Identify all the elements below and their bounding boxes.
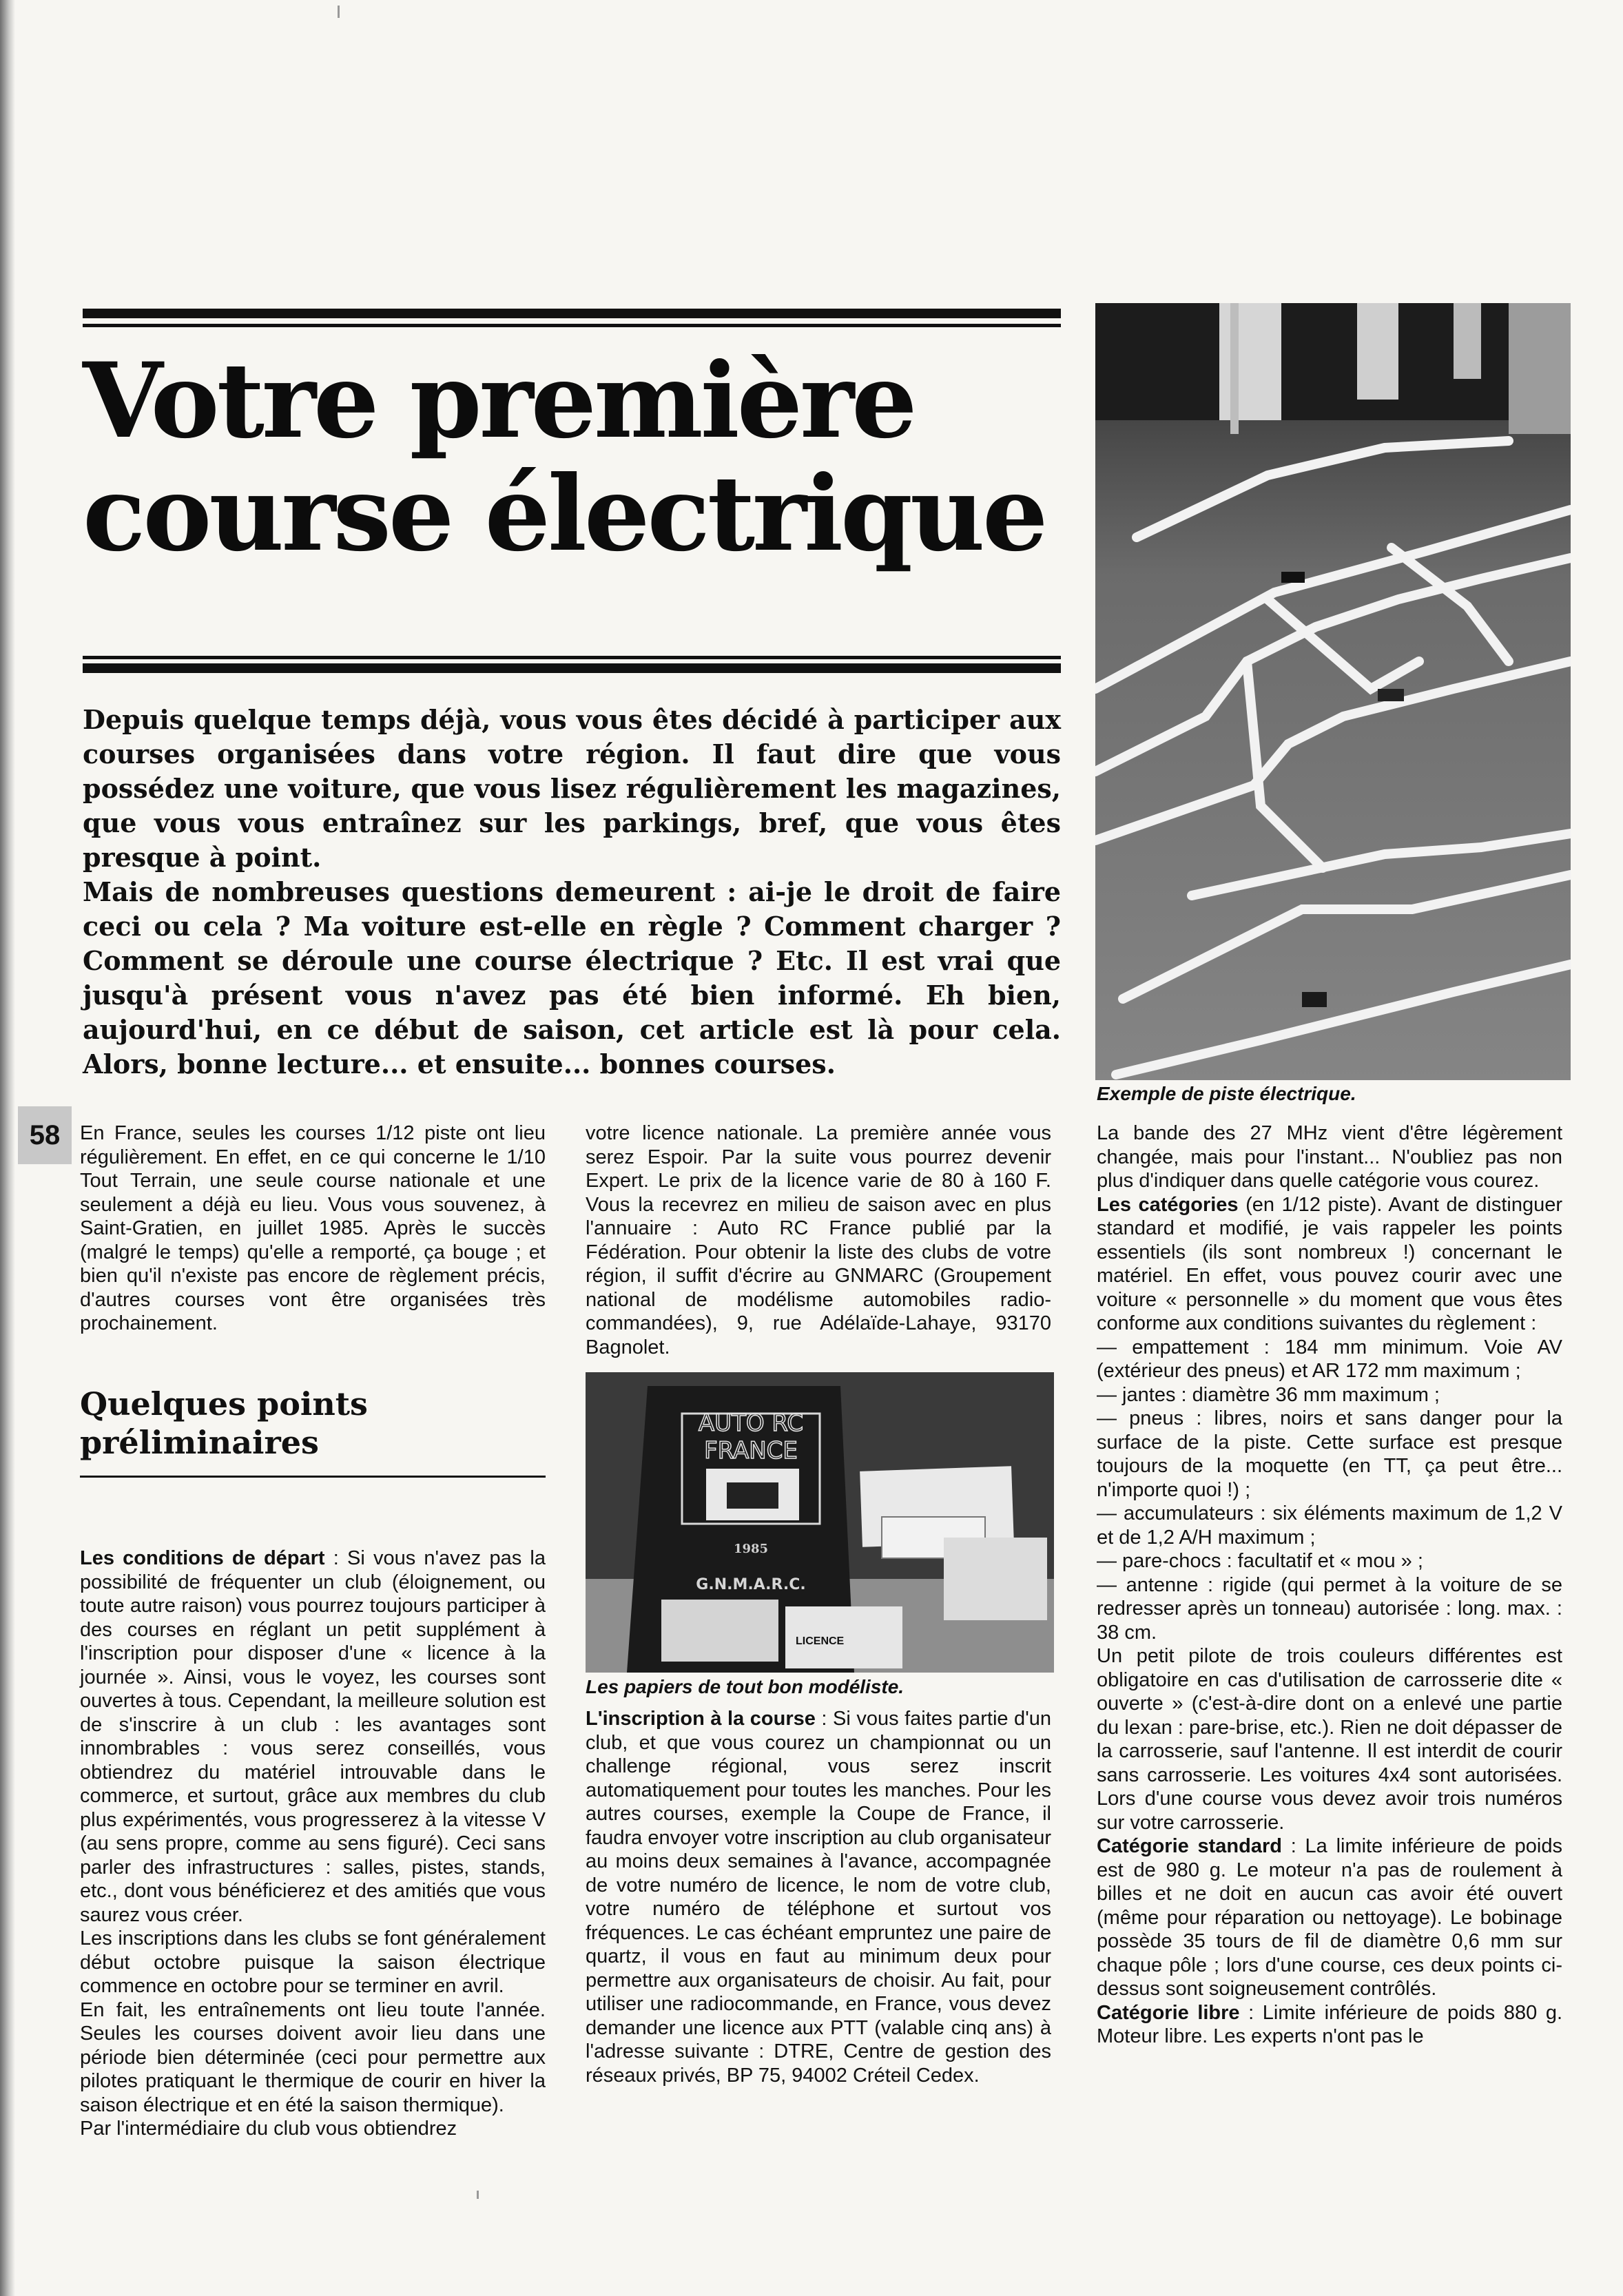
body-paragraph — [80, 1547, 546, 1927]
paragraph-lead: Les catégories — [1097, 1193, 1239, 1216]
paragraph-lead: Les conditions de départ — [80, 1547, 325, 1569]
article-title — [83, 340, 1061, 575]
licence-card-label: LICENCE — [796, 1635, 845, 1647]
paragraph-text: : Limite inférieure de poids 880 g. Moteur libre. Les experts n'ont pas le — [1097, 2001, 1563, 2047]
list-item: — pare-chocs : facultatif et « mou » ; — [1097, 1550, 1423, 1572]
scan-mark — [338, 6, 340, 18]
paragraph-lead: Catégorie libre — [1097, 2001, 1240, 2024]
title-rule-bottom-thin — [83, 656, 1061, 659]
list-item: — antenne : rigide (qui permet à la voiture de se redresser après un tonneau) autorisée : long. max. : 38 cm. — [1097, 1573, 1562, 1644]
column-2-body — [586, 1707, 1051, 2087]
body-paragraph: Les inscriptions dans les clubs se font généralement début octobre puisque la saison électrique commence en octobre pour se terminer en avril. — [80, 1927, 546, 1997]
list-item: — empattement : 184 mm minimum. Voie AV (extérieur des pneus) et AR 172 mm maximum ; — [1097, 1336, 1562, 1382]
subheading-rule — [80, 1476, 546, 1478]
body-paragraph — [1097, 1834, 1562, 2001]
documents-photo-caption: Les papiers de tout bon modéliste. — [586, 1676, 904, 1697]
intro-paragraph: Depuis quelque temps déjà, vous vous êtes décidé à participer aux courses organisées dans votre région. Il faut dire que vous possédez une voiture, que vous lisez régulièrement les magazines, que vous vous entraînez sur les parkings, bref, que vous êtes presque à point. — [83, 704, 1061, 873]
paragraph-lead: L'inscription à la course — [586, 1708, 816, 1730]
documents-photo — [586, 1372, 1054, 1673]
page-number: 58 — [18, 1106, 72, 1164]
track-photo — [1095, 303, 1571, 1080]
column-3-body — [1097, 1121, 1562, 2049]
documents-photo-image — [586, 1372, 1054, 1673]
paragraph-text: : La limite inférieure de poids est de 980 g. Le moteur n'a pas de roulement à billes et ne doit en aucun cas avoir été ouvert (même pour réparation ou nettoyage). Le bobinage possède 35 tours de fil de diamètre 0,6 mm sur chaque pôle ; lors d'une course, ces deux points ci-dessus sont soigneusement contrôlés. — [1097, 1835, 1562, 2000]
list-item: — pneus : libres, noirs et sans danger pour la surface de la piste. Cette surface est presque toujours de la moquette (en TT, ça peut être... n'importe quoi !) ; — [1097, 1407, 1562, 1501]
body-paragraph — [1097, 2001, 1562, 2049]
book-cover-title: FRANCE — [704, 1437, 798, 1465]
paragraph-lead: Catégorie standard — [1097, 1835, 1282, 1857]
body-paragraph: votre licence nationale. La première année vous serez Espoir. Par la suite vous pourrez devenir Expert. Le prix de la licence varie de 80 à 160 F. Vous la recevrez en milieu de saison avec en plus l'annuaire : Auto RC France publié par la Fédération. Pour obtenir la liste des clubs de votre région, il suffit d'écrire au GNMARC (Groupement national de modélisme automobiles radio-commandées), 9, rue Adélaïde-Lahaye, 93170 Bagnolet. — [586, 1122, 1051, 1358]
paragraph-text: : Si vous faites partie d'un club, et que vous courez un championnat ou un challenge régional, vous serez inscrit automatiquement pour toutes les manches. Pour les autres courses, exemple la Coupe de France, il faudra envoyer votre inscription au club organisateur au moins deux semaines à l'avance, accompagnée de votre numéro de licence, le nom de votre club, votre numéro de téléphone et surtout vos fréquences. Le cas échéant empruntez une paire de quartz, il vous en faut au minimum deux pour permettre aux organisateurs de choisir. Au fait, pour utiliser une radiocommande, en France, vous devez demander une licence aux PTT (valable cinq ans) à l'adresse suivante : DTRE, Centre de gestion des réseaux privés, BP 75, 94002 Créteil Cedex. — [586, 1708, 1051, 2087]
body-paragraph — [1097, 1193, 1562, 1336]
column-1-opening — [80, 1121, 546, 1336]
body-paragraph: Un petit pilote de trois couleurs différentes est obligatoire en cas d'utilisation de carrosserie dite « ouverte » (c'est-à-dire dont on a enlevé une partie du lexan : pare-brise, etc.). Rien ne doit dépasser de la carrosserie, sauf l'antenne. Il est interdit de courir sans carrosserie. Les voitures 4x4 sont autorisées. Lors d'une course vous devez avoir trois numéros sur votre carrosserie. — [1097, 1645, 1562, 1834]
column-2-top — [586, 1121, 1051, 1359]
intro-paragraph: Mais de nombreuses questions demeurent : ai-je le droit de faire ceci ou cela ? Ma voiture est-elle en règle ? Comment charger ? Comment se déroule une course électrique ? Etc. Il est vrai que jusqu'à présent vous n'avez pas été bien informé. Eh bien, aujourd'hui, en ce début de saison, cet article est là pour cela. Alors, bonne lecture... et ensuite... bonnes courses. — [83, 876, 1061, 1079]
title-rule-top-thick — [83, 309, 1061, 318]
scan-mark — [477, 2191, 479, 2199]
title-line-2: course électrique — [83, 453, 1046, 575]
track-photo-image — [1095, 303, 1571, 1080]
title-rule-top-thin — [83, 324, 1061, 327]
book-cover-org: G.N.M.A.R.C. — [696, 1576, 806, 1593]
body-paragraph: La bande des 27 MHz vient d'être légèrement changée, mais pour l'instant... N'oubliez pas non plus d'indiquer dans quelle catégorie vous courez. — [1097, 1122, 1562, 1192]
page-binding-edge — [0, 0, 15, 2296]
intro-chapeau — [83, 703, 1061, 1082]
list-item: — jantes : diamètre 36 mm maximum ; — [1097, 1383, 1440, 1406]
paragraph-text: : Si vous n'avez pas la possibilité de fréquenter un club (éloignement, ou toute autre raison) vous pourrez toujours participer à des courses en réglant un petit supplément à l'inscription pour disposer d'une « licence à la journée ». Ainsi, vous le voyez, les courses sont ouvertes à tous. Cependant, la meilleure solution est de s'inscrire à un club : les avantages sont innombrables : vous serez conseillés, vous obtiendrez du matériel introuvable dans le commerce, et surtout, grâce aux membres du club plus expérimentés, vous progresserez à la vitesse V (au sens propre, comme au sens figuré). Ceci sans parler des infrastructures : salles, pistes, stands, etc., dont vous bénéficierez et des amitiés que vous saurez vous créer. — [80, 1547, 546, 1926]
body-paragraph: Par l'intermédiaire du club vous obtiendrez — [80, 2118, 457, 2140]
title-line-1: Votre première — [83, 340, 915, 462]
list-item: — accumulateurs : six éléments maximum de 1,2 V et de 1,2 A/H maximum ; — [1097, 1502, 1562, 1549]
column-1-body — [80, 1547, 546, 2141]
body-paragraph — [586, 1707, 1051, 2087]
book-cover-year: 1985 — [733, 1542, 769, 1556]
body-paragraph: En fait, les entraînements ont lieu toute l'année. Seules les courses doivent avoir lieu dans une période bien déterminée (ceci pour permettre aux pilotes pratiquant le thermique de courir en hiver la saison électrique et en été la saison thermique). — [80, 1998, 546, 2116]
title-rule-bottom-thick — [83, 663, 1061, 673]
section-subheading: Quelques points préliminaires — [80, 1385, 368, 1461]
track-photo-caption: Exemple de piste électrique. — [1097, 1083, 1356, 1104]
book-cover-title: AUTO RC — [698, 1409, 804, 1437]
body-paragraph: En France, seules les courses 1/12 piste ont lieu régulièrement. En effet, en ce qui concerne le 1/10 Tout Terrain, une seule course nationale et une seulement a déjà eu lieu. Vous vous souvenez, à Saint-Gratien, en juillet 1985. Après le succès (malgré le temps) qu'elle a remporté, ça bouge ; et bien qu'il n'existe pas encore de règlement précis, d'autres courses vont être organisées très prochainement. — [80, 1122, 546, 1334]
paragraph-text: (en 1/12 piste). Avant de distinguer standard et modifié, je vais rappeler les points essentiels (ils sont nombreux !) concernant le matériel. En effet, vous pouvez courir avec une voiture « personnelle » du moment que vous êtes conforme aux conditions suivantes du règlement : — [1097, 1193, 1562, 1334]
